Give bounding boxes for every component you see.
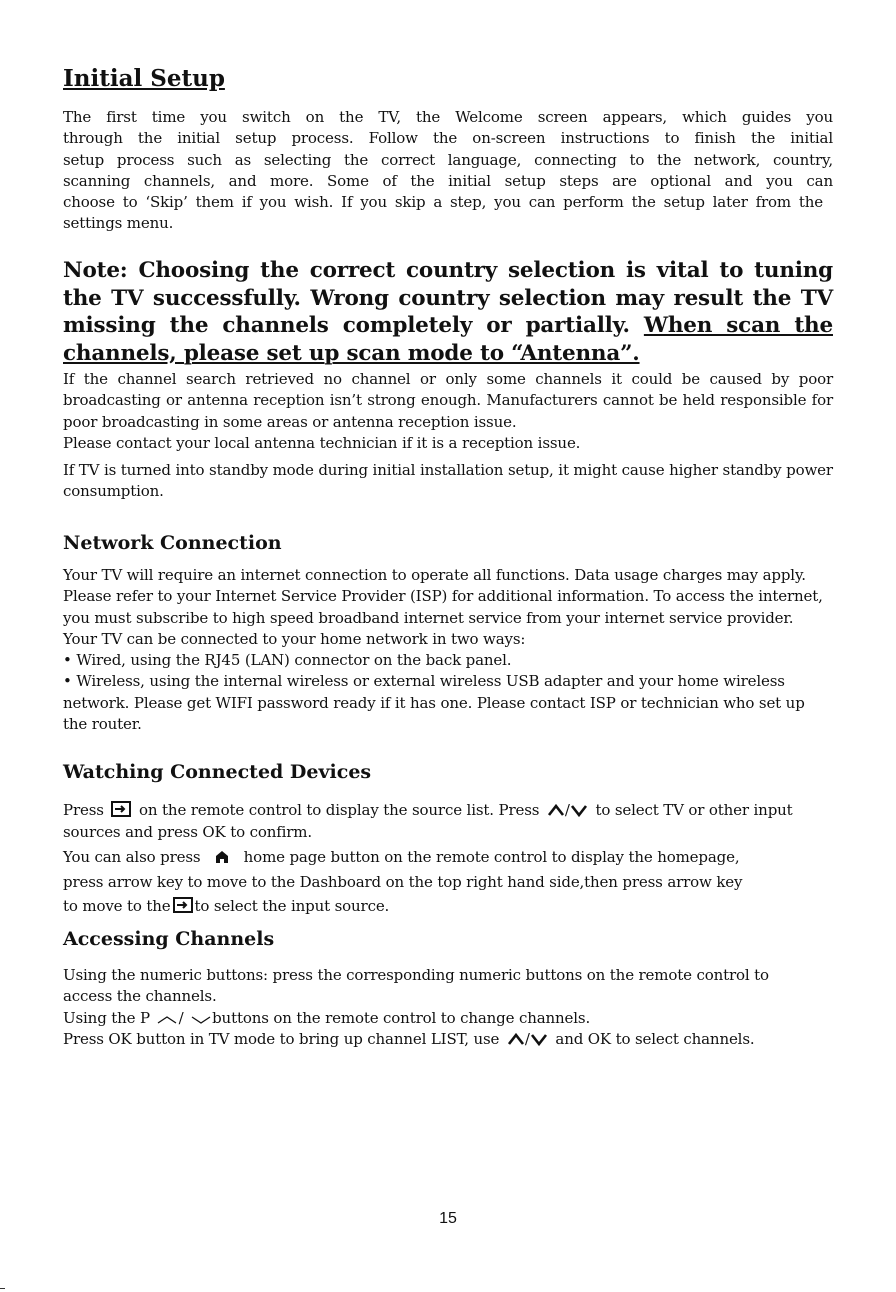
note-line-plain: missing the channels completely or partially. [63,313,630,338]
accessing-text: Using the P [63,1008,150,1027]
down-arrow-icon [570,803,588,817]
watching-text: home page button on the remote control to display the homepage, [243,848,740,866]
intro-line: through the initial setup process. Follow the on-screen instructions to finish the initial [63,129,833,148]
network-paragraph [63,565,833,735]
contact-paragraph: Please contact your local antenna technician if it is a reception issue. [63,434,581,452]
intro-paragraph [63,107,833,235]
source-input-icon [173,897,193,913]
watching-text: on the remote control to display the source list. Press [139,801,540,819]
page-number: 15 [439,1210,457,1227]
note-line: Note: Choosing the correct country selection is vital to tuning [63,258,833,283]
intro-line: setup process such as selecting the correct language, connecting to the network, country, [63,150,833,169]
watching-devices-heading: Watching Connected Devices [63,761,372,783]
note-line-underlined: When scan the [643,313,833,338]
accessing-para-1: Using the numeric buttons: press the corresponding numeric buttons on the remote control to access the channels. [63,966,769,1006]
arrow-separator: / [524,1029,530,1048]
accessing-text: and OK to select channels. [555,1029,755,1048]
channel-down-icon [190,1013,212,1025]
page-title: Initial Setup [63,65,225,92]
source-input-icon [111,801,131,817]
network-bullet-wireless: • Wireless, using the internal wireless or external wireless USB adapter and your home wireless network. Please get WIFI password ready if it has one. Please contact ISP or technician who set up the router. [63,672,805,734]
accessing-text: buttons on the remote control to change channels. [212,1008,591,1027]
network-connection-heading: Network Connection [63,532,282,554]
watching-text: to move to the [63,897,171,915]
up-arrow-icon [547,803,565,817]
intro-tail: choose to ‘Skip’ them if you wish. If you skip a step, you can perform the setup later from the settings menu. [63,193,823,233]
watching-text: to select TV or other input sources and press OK to confirm. [63,801,793,841]
arrow-separator: / [564,801,570,819]
watching-text: to select the input source. [194,897,390,915]
note-line: the TV successfully. Wrong country selection may result the TV [63,285,833,311]
note-line [63,312,833,340]
accessing-text: / [178,1008,184,1027]
down-arrow-icon [530,1032,548,1046]
accessing-channels-heading: Accessing Channels [63,928,275,950]
intro-line: The first time you switch on the TV, the Welcome screen appears, which guides you [63,108,833,126]
note-line-underlined: channels, please set up scan mode to “Antenna”. [63,340,640,366]
watching-text: You can also press [63,848,201,866]
network-bullet-wired: • Wired, using the RJ45 (LAN) connector on the back panel. [63,651,512,670]
country-selection-note [63,257,833,367]
watching-text: Press [63,801,104,819]
network-para-1: Your TV will require an internet connection to operate all functions. Data usage charges may apply. Please refer to your Internet Service Provider (ISP) for additional information. To access the internet, you must subscribe to high speed broadband internet service from your internet service provider. [63,566,823,627]
channel-search-paragraph: If the channel search retrieved no channel or only some channels it could be caused by poor broadcasting or antenna reception isn’t strong enough. Manufacturers cannot be held responsible for poor broadcasting in some areas or antenna reception issue. [63,370,833,431]
watching-paragraph-1 [63,799,833,843]
home-icon [208,850,236,864]
network-para-2: Your TV can be connected to your home network in two ways: [63,629,526,648]
edge-mark [0,1288,5,1289]
up-arrow-icon [507,1032,525,1046]
standby-paragraph: If TV is turned into standby mode during initial installation setup, it might cause higher standby power consumption. [63,461,833,501]
accessing-text: Press OK button in TV mode to bring up channel LIST, use [63,1029,500,1048]
accessing-para-3 [63,1029,803,1050]
accessing-para-2 [63,1008,803,1029]
intro-line: scanning channels, and more. Some of the initial setup steps are optional and you can [63,171,833,190]
watching-paragraph-2 [63,845,863,919]
accessing-paragraph [63,965,803,1050]
channel-up-icon [156,1013,178,1025]
watching-text: press arrow key to move to the Dashboard on the top right hand side,then press arrow key [63,872,743,891]
